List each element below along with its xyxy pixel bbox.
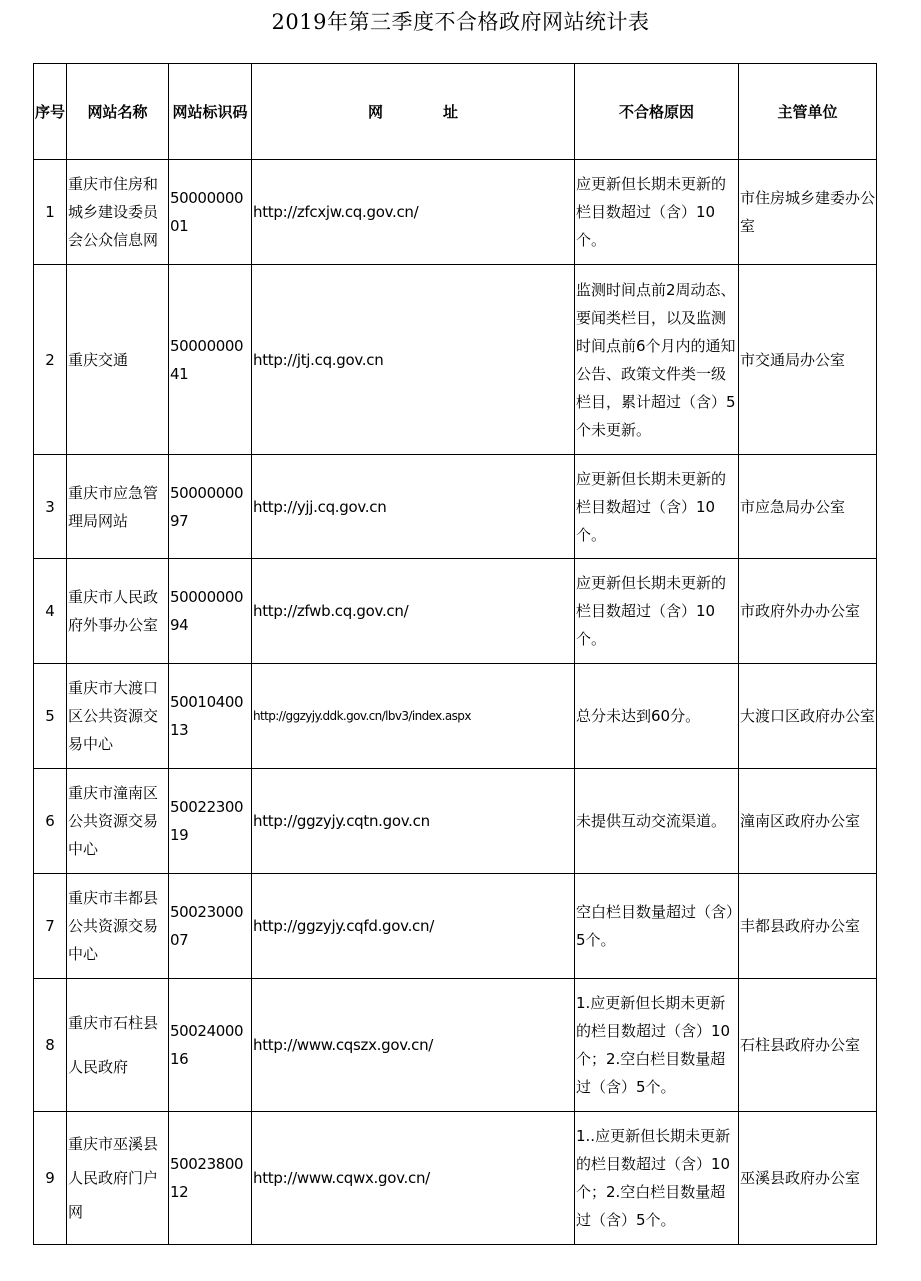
row-site-code: 5002380012 (169, 1112, 252, 1245)
table-row (34, 874, 877, 979)
row-site-code: 5000000041 (169, 265, 252, 455)
row-url: http://ggzyjy.ddk.gov.cn/lbv3/index.aspx (252, 664, 575, 769)
row-site-code: 5000000094 (169, 559, 252, 664)
row-site-name: 重庆市石柱县人民政府 (67, 979, 169, 1112)
row-site-code: 5002400016 (169, 979, 252, 1112)
row-site-code: 5000000001 (169, 160, 252, 265)
header-unit: 主管单位 (739, 64, 877, 160)
row-reason: 1..应更新但长期未更新的栏目数超过（含）10个；2.空白栏目数量超过（含）5个。 (575, 1112, 739, 1245)
row-unit: 石柱县政府办公室 (739, 979, 877, 1112)
row-url: http://yjj.cq.gov.cn (252, 455, 575, 559)
row-site-name: 重庆市潼南区公共资源交易中心 (67, 769, 169, 874)
unqualified-websites-table (33, 63, 877, 1245)
row-reason: 应更新但长期未更新的栏目数超过（含）10个。 (575, 160, 739, 265)
row-url: http://ggzyjy.cqfd.gov.cn/ (252, 874, 575, 979)
header-reason: 不合格原因 (575, 64, 739, 160)
row-no: 8 (34, 979, 67, 1112)
row-site-code: 5000000097 (169, 455, 252, 559)
row-site-code: 5001040013 (169, 664, 252, 769)
row-url: http://www.cqszx.gov.cn/ (252, 979, 575, 1112)
table-row (34, 265, 877, 455)
table-header-row (34, 64, 877, 160)
row-no: 7 (34, 874, 67, 979)
table-row (34, 559, 877, 664)
row-unit: 市政府外办办公室 (739, 559, 877, 664)
row-site-name: 重庆交通 (67, 265, 169, 455)
page-title: 2019年第三季度不合格政府网站统计表 (271, 10, 650, 34)
row-url: http://ggzyjy.cqtn.gov.cn (252, 769, 575, 874)
row-site-code: 5002300007 (169, 874, 252, 979)
row-reason: 未提供互动交流渠道。 (575, 769, 739, 874)
table-row (34, 1112, 877, 1245)
row-unit: 丰都县政府办公室 (739, 874, 877, 979)
row-unit: 市交通局办公室 (739, 265, 877, 455)
row-reason: 应更新但长期未更新的栏目数超过（含）10个。 (575, 455, 739, 559)
row-reason: 1.应更新但长期未更新的栏目数超过（含）10个；2.空白栏目数量超过（含）5个。 (575, 979, 739, 1112)
row-no: 9 (34, 1112, 67, 1245)
table-row (34, 979, 877, 1112)
row-no: 5 (34, 664, 67, 769)
row-no: 3 (34, 455, 67, 559)
row-url: http://www.cqwx.gov.cn/ (252, 1112, 575, 1245)
row-site-name: 重庆市人民政府外事办公室 (67, 559, 169, 664)
row-url: http://jtj.cq.gov.cn (252, 265, 575, 455)
header-name: 网站名称 (67, 64, 169, 160)
table-row (34, 160, 877, 265)
row-reason: 监测时间点前2周动态、要闻类栏目，以及监测时间点前6个月内的通知公告、政策文件类一级栏目，累计超过（含）5个未更新。 (575, 265, 739, 455)
row-reason: 应更新但长期未更新的栏目数超过（含）10个。 (575, 559, 739, 664)
row-site-code: 5002230019 (169, 769, 252, 874)
row-no: 1 (34, 160, 67, 265)
row-unit: 市应急局办公室 (739, 455, 877, 559)
row-unit: 大渡口区政府办公室 (739, 664, 877, 769)
row-url: http://zfwb.cq.gov.cn/ (252, 559, 575, 664)
row-no: 2 (34, 265, 67, 455)
header-no: 序号 (34, 64, 67, 160)
row-unit: 巫溪县政府办公室 (739, 1112, 877, 1245)
row-no: 4 (34, 559, 67, 664)
table-row (34, 664, 877, 769)
table-row (34, 455, 877, 559)
header-url: 网 址 (252, 64, 575, 160)
header-code: 网站标识码 (169, 64, 252, 160)
row-reason: 总分未达到60分。 (575, 664, 739, 769)
row-reason: 空白栏目数量超过（含）5个。 (575, 874, 739, 979)
row-url: http://zfcxjw.cq.gov.cn/ (252, 160, 575, 265)
row-unit: 市住房城乡建委办公室 (739, 160, 877, 265)
row-site-name: 重庆市住房和城乡建设委员会公众信息网 (67, 160, 169, 265)
row-site-name: 重庆市巫溪县人民政府门户网 (67, 1112, 169, 1245)
row-no: 6 (34, 769, 67, 874)
row-site-name: 重庆市大渡口区公共资源交易中心 (67, 664, 169, 769)
row-unit: 潼南区政府办公室 (739, 769, 877, 874)
table-row (34, 769, 877, 874)
row-site-name: 重庆市应急管理局网站 (67, 455, 169, 559)
row-site-name: 重庆市丰都县公共资源交易中心 (67, 874, 169, 979)
